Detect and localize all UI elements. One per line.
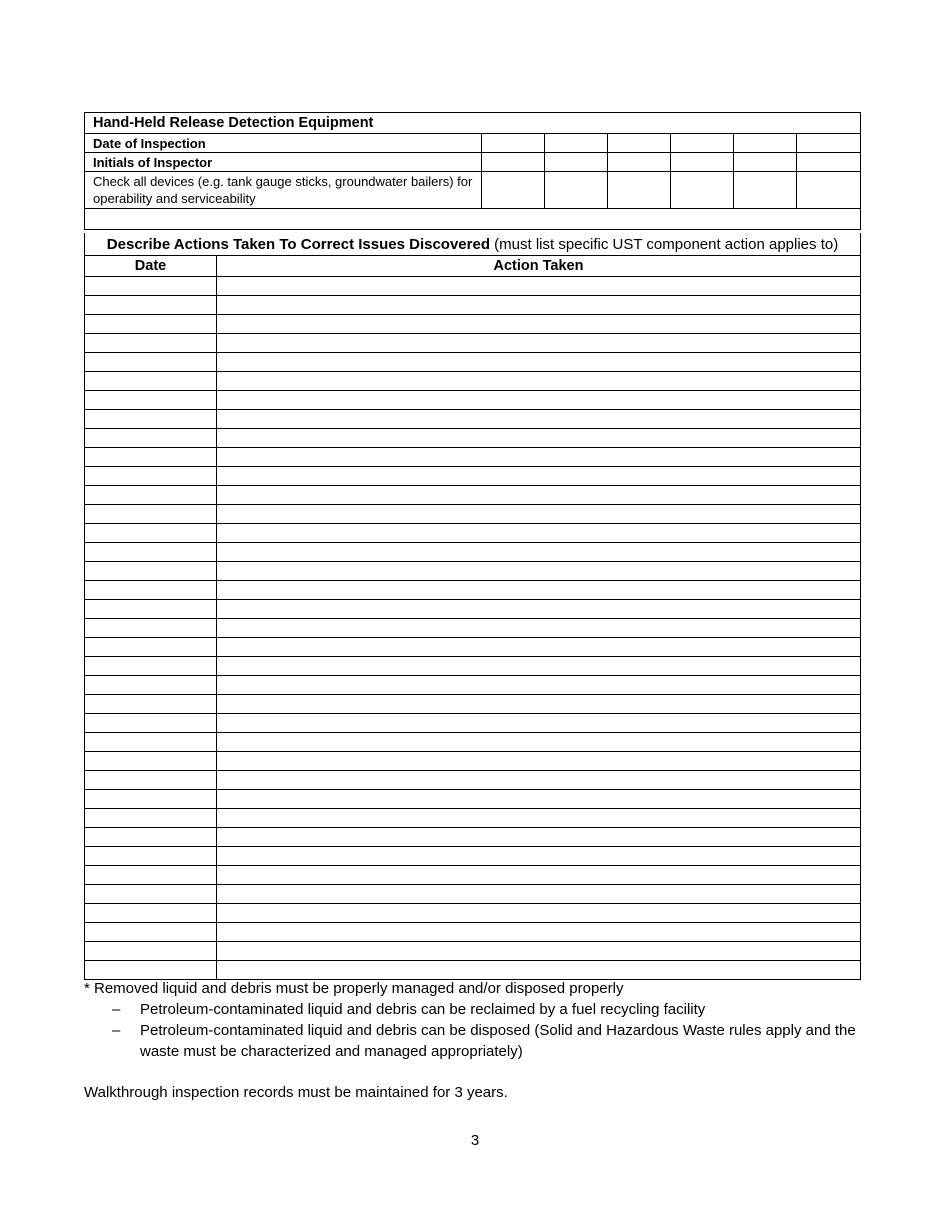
action-row [85,733,861,752]
action-date-cell[interactable] [85,505,217,524]
dash-bullet: – [112,1001,121,1018]
action-row [85,391,861,410]
action-row [85,619,861,638]
action-date-cell[interactable] [85,467,217,486]
action-taken-cell[interactable] [217,467,861,486]
inspection-cell[interactable] [734,172,797,209]
action-taken-cell[interactable] [217,619,861,638]
action-row [85,448,861,467]
action-taken-cell[interactable] [217,410,861,429]
initials-of-inspector-row [85,153,861,172]
action-taken-cell[interactable] [217,904,861,923]
actions-title-bold: Describe Actions Taken To Correct Issues Discovered [106,235,490,253]
inspection-cell[interactable] [734,153,797,172]
inspection-cell[interactable] [797,172,861,209]
inspection-cell[interactable] [671,172,734,209]
action-taken-cell[interactable] [217,790,861,809]
inspection-cell[interactable] [671,153,734,172]
action-row [85,638,861,657]
action-date-cell[interactable] [85,581,217,600]
action-row [85,885,861,904]
action-date-cell[interactable] [85,638,217,657]
action-taken-cell[interactable] [217,353,861,372]
action-date-cell[interactable] [85,904,217,923]
action-date-cell[interactable] [85,448,217,467]
action-taken-cell[interactable] [217,315,861,334]
inspection-cell[interactable] [545,134,608,153]
action-taken-column-header: Action Taken [217,256,861,277]
action-taken-cell[interactable] [217,600,861,619]
action-row [85,296,861,315]
action-taken-cell[interactable] [217,809,861,828]
inspection-cell[interactable] [797,134,861,153]
action-date-cell[interactable] [85,923,217,942]
action-row [85,277,861,296]
action-row [85,562,861,581]
action-date-cell[interactable] [85,847,217,866]
equipment-title: Hand-Held Release Detection Equipment [85,113,861,134]
action-taken-cell[interactable] [217,885,861,904]
action-taken-cell[interactable] [217,296,861,315]
check-devices-label: Check all devices (e.g. tank gauge sticks, groundwater bailers) for operability and serviceability [85,172,482,209]
action-taken-cell[interactable] [217,638,861,657]
action-taken-cell[interactable] [217,562,861,581]
action-taken-cell[interactable] [217,486,861,505]
action-taken-cell[interactable] [217,733,861,752]
action-row [85,809,861,828]
action-row [85,714,861,733]
action-date-cell[interactable] [85,714,217,733]
equipment-table [84,112,861,230]
disposal-note-list [84,999,874,1062]
action-date-cell[interactable] [85,752,217,771]
action-date-cell[interactable] [85,486,217,505]
disposal-note-text: Petroleum-contaminated liquid and debris can be reclaimed by a fuel recycling facility [140,1001,706,1018]
actions-title-rest: (must list specific UST component action applies to) [490,235,839,253]
date-column-header: Date [85,256,217,277]
action-row [85,429,861,448]
disposal-note-text: Petroleum-contaminated liquid and debris can be disposed (Solid and Hazardous Waste rules apply and the waste must be characterized and managed appropriately) [140,1022,856,1060]
inspection-cell[interactable] [734,134,797,153]
retention-note: Walkthrough inspection records must be maintained for 3 years. [84,1084,508,1101]
action-taken-cell[interactable] [217,657,861,676]
action-date-cell[interactable] [85,391,217,410]
action-taken-cell[interactable] [217,771,861,790]
action-date-cell[interactable] [85,315,217,334]
actions-header-row [85,256,861,277]
action-taken-cell[interactable] [217,372,861,391]
action-taken-cell[interactable] [217,714,861,733]
action-row [85,847,861,866]
action-date-cell[interactable] [85,790,217,809]
action-taken-cell[interactable] [217,448,861,467]
action-date-cell[interactable] [85,277,217,296]
action-row [85,315,861,334]
action-date-cell[interactable] [85,429,217,448]
action-row [85,676,861,695]
action-date-cell[interactable] [85,524,217,543]
actions-title [85,233,861,256]
action-row [85,771,861,790]
action-date-cell[interactable] [85,942,217,961]
action-row [85,486,861,505]
action-row [85,695,861,714]
action-date-cell[interactable] [85,600,217,619]
inspection-cell[interactable] [482,134,545,153]
inspection-cell[interactable] [671,134,734,153]
action-row [85,505,861,524]
inspection-cell[interactable] [797,153,861,172]
action-taken-cell[interactable] [217,866,861,885]
action-row [85,904,861,923]
dash-bullet: – [112,1022,121,1039]
action-taken-cell[interactable] [217,676,861,695]
disposal-note-main: * Removed liquid and debris must be properly managed and/or disposed properly [84,980,624,997]
action-taken-cell[interactable] [217,961,861,980]
action-date-cell[interactable] [85,695,217,714]
date-of-inspection-label: Date of Inspection [85,134,482,153]
action-taken-cell[interactable] [217,334,861,353]
disposal-note-item [84,1020,874,1062]
inspection-cell[interactable] [608,153,671,172]
action-taken-cell[interactable] [217,695,861,714]
action-taken-cell[interactable] [217,581,861,600]
action-date-cell[interactable] [85,676,217,695]
action-date-cell[interactable] [85,353,217,372]
action-row [85,524,861,543]
action-row [85,581,861,600]
action-date-cell[interactable] [85,334,217,353]
actions-title-row [85,233,861,256]
action-taken-cell[interactable] [217,828,861,847]
spacer-row [85,209,861,230]
action-row [85,923,861,942]
action-date-cell[interactable] [85,809,217,828]
inspection-cell[interactable] [608,172,671,209]
action-date-cell[interactable] [85,562,217,581]
action-row [85,752,861,771]
inspection-cell[interactable] [608,134,671,153]
action-rows [85,277,861,980]
action-taken-cell[interactable] [217,847,861,866]
check-devices-row [85,172,861,209]
action-date-cell[interactable] [85,961,217,980]
action-row [85,866,861,885]
inspection-cell[interactable] [482,153,545,172]
action-row [85,467,861,486]
action-taken-cell[interactable] [217,391,861,410]
action-taken-cell[interactable] [217,505,861,524]
disposal-notes [84,978,874,1062]
action-date-cell[interactable] [85,828,217,847]
action-row [85,353,861,372]
page-number: 3 [470,1132,480,1149]
date-of-inspection-row [85,134,861,153]
action-row [85,790,861,809]
action-row [85,543,861,562]
action-taken-cell[interactable] [217,429,861,448]
action-row [85,657,861,676]
action-taken-cell[interactable] [217,752,861,771]
action-row [85,334,861,353]
action-date-cell[interactable] [85,543,217,562]
inspection-cell[interactable] [545,153,608,172]
disposal-note-item [84,999,874,1020]
initials-of-inspector-label: Initials of Inspector [85,153,482,172]
action-row [85,410,861,429]
inspection-cell[interactable] [545,172,608,209]
action-row [85,828,861,847]
action-date-cell[interactable] [85,866,217,885]
action-date-cell[interactable] [85,771,217,790]
action-date-cell[interactable] [85,733,217,752]
action-date-cell[interactable] [85,619,217,638]
spacer-cell [85,209,861,230]
action-row [85,600,861,619]
action-date-cell[interactable] [85,372,217,391]
actions-table [84,233,861,980]
action-taken-cell[interactable] [217,942,861,961]
action-taken-cell[interactable] [217,923,861,942]
action-row [85,942,861,961]
action-taken-cell[interactable] [217,524,861,543]
action-date-cell[interactable] [85,885,217,904]
action-taken-cell[interactable] [217,277,861,296]
equipment-title-row [85,113,861,134]
action-date-cell[interactable] [85,410,217,429]
action-date-cell[interactable] [85,296,217,315]
action-date-cell[interactable] [85,657,217,676]
action-row [85,372,861,391]
action-taken-cell[interactable] [217,543,861,562]
inspection-cell[interactable] [482,172,545,209]
action-row [85,961,861,980]
